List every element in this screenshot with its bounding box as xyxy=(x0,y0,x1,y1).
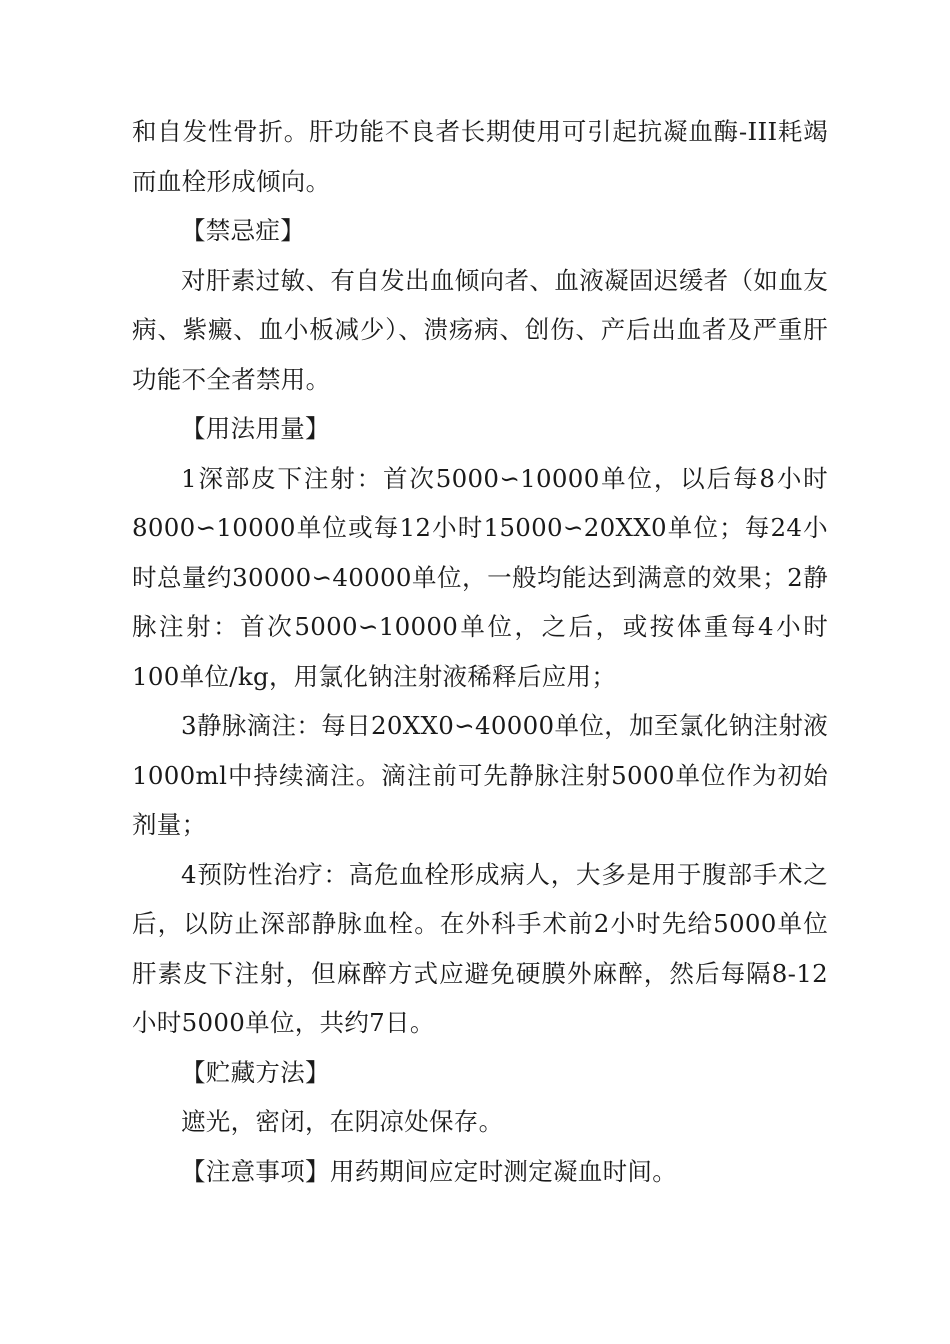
heading-usage-dosage: 【用法用量】 xyxy=(181,414,330,443)
paragraph-storage: 遮光，密闭，在阴凉处保存。 xyxy=(181,1107,504,1136)
paragraph-side-effects-continuation: 和自发性骨折。肝功能不良者长期使用可引起抗凝血酶-III耗竭而血栓形成倾向。 xyxy=(132,117,828,196)
document-page xyxy=(132,107,828,1196)
paragraph-usage-4: 4预防性治疗：高危血栓形成病人，大多是用于腹部手术之后，以防止深部静脉血栓。在外科手术前2小时先给5000单位肝素皮下注射，但麻醉方式应避免硬膜外麻醉，然后每隔8-12小时5000单位，共约7日。 xyxy=(132,859,828,1037)
paragraph-usage-3: 3静脉滴注：每日20XX0∽40000单位，加至氯化钠注射液1000ml中持续滴注。滴注前可先静脉注射5000单位作为初始剂量； xyxy=(132,711,828,839)
paragraph-notes: 用药期间应定时测定凝血时间。 xyxy=(329,1156,678,1186)
paragraph-usage-1: 1深部皮下注射：首次5000∽10000单位，以后每8小时8000∽10000单位或每12小时15000∽20XX0单位；每24小时总量约30000∽40000单位，一般均能达到满意的效果；2静脉注射：首次5000∽10000单位，之后，或按体重每4小时100单位/kg，用氯化钠注射液稀释后应用； xyxy=(132,463,828,691)
heading-notes: 【注意事项】 xyxy=(181,1156,330,1186)
heading-storage: 【贮藏方法】 xyxy=(181,1057,330,1087)
notes-line xyxy=(132,1147,828,1197)
heading-contraindications: 【禁忌症】 xyxy=(181,216,305,245)
paragraph-contraindications: 对肝素过敏、有自发出血倾向者、血液凝固迟缓者（如血友病、紫癜、血小板减少）、溃疡病、创伤、产后出血者及严重肝功能不全者禁用。 xyxy=(132,265,828,394)
